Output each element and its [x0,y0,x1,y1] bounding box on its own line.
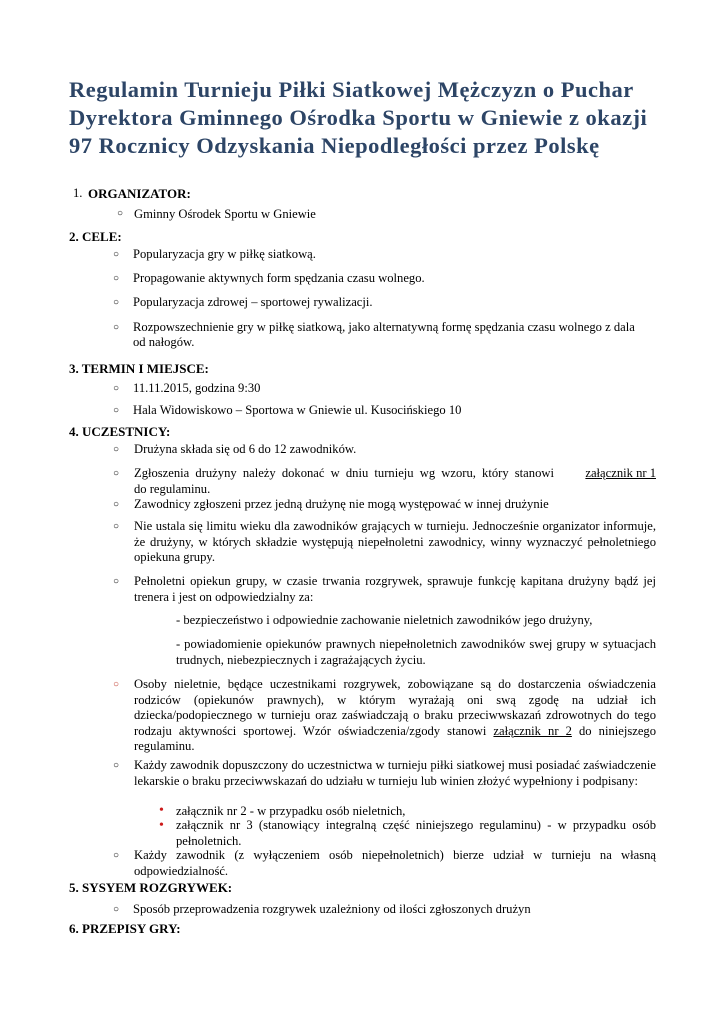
title-line-1: Regulamin Turnieju Piłki Siatkowej Mężczyzn o Puchar [69,77,634,102]
circle-bullet-icon: ○ [113,383,120,394]
list-item: Propagowanie aktywnych form spędzania czasu wolnego. [133,271,425,285]
list-item: Popularyzacja zdrowej – sportowej rywalizacji. [133,295,373,309]
list-item [134,677,656,755]
circle-bullet-icon: ○ [113,521,120,532]
circle-bullet-icon: ○ [113,322,120,333]
attachment-2-link: załącznik nr 2 [493,723,572,738]
red-dot-bullet-icon: • [159,803,164,818]
sub-item: - bezpieczeństwo i odpowiednie zachowanie nieletnich zawodników jego drużyny, [176,613,593,627]
list-item: Każdy zawodnik dopuszczony do uczestnictwa w turnieju piłki siatkowej musi posiadać zaświadczenie lekarskie o braku przeciwwskazań do udziału w turnieju lub winien złożyć wypełniony i podpisany: [134,758,656,788]
circle-bullet-icon: ○ [113,576,120,587]
circle-bullet-icon: ○ [113,499,120,510]
list-item: Nie ustala się limitu wieku dla zawodników grających w turnieju. Jednocześnie organizator informuje, że drużyny, w których składzie występują niepełnoletni zawodnicy, winny wyznaczyć pełnoletniego opiekuna grupy. [134,519,656,564]
circle-bullet-icon: ○ [113,297,120,308]
sub-item: załącznik nr 3 (stanowiący integralną część niniejszego regulaminu) - w przypadku osób pełnoletnich. [176,818,656,848]
list-item: Każdy zawodnik (z wyłączeniem osób niepełnoletnich) bierze udział w turnieju na własną odpowiedzialność. [134,848,656,878]
circle-bullet-icon: ○ [113,249,120,260]
list-item-continuation: od nałogów. [133,335,195,349]
list-item: Hala Widowiskowo – Sportowa w Gniewie ul. Kusocińskiego 10 [133,403,462,417]
title-line-3: 97 Rocznicy Odzyskania Niepodległości przez Polskę [69,133,600,158]
section-1-heading: ORGANIZATOR: [88,186,191,201]
circle-bullet-icon: ○ [113,850,120,861]
circle-bullet-icon: ○ [113,760,120,771]
circle-bullet-icon: ○ [113,468,120,479]
list-item: 11.11.2015, godzina 9:30 [133,381,261,395]
list-item: Rozpowszechnienie gry w piłkę siatkową, jako alternatywną formę spędzania czasu wolnego z dala [133,320,635,334]
section-1-number: 1. [73,186,83,200]
sub-item: załącznik nr 2 - w przypadku osób nieletnich, [176,804,406,818]
circle-bullet-icon: ○ [113,273,120,284]
list-item [134,466,656,497]
section-3-heading: 3. TERMIN I MIEJSCE: [69,361,209,376]
section-6-heading: 6. PRZEPISY GRY: [69,921,181,936]
sub-item: - powiadomienie opiekunów prawnych niepełnoletnich zawodników swej grupy w sytuacjach trudnych, niebezpiecznych i zagrażających życiu. [176,637,656,667]
red-dot-bullet-icon: • [159,818,164,833]
circle-bullet-icon: ○ [113,444,120,455]
page-title [69,76,669,160]
list-item: Popularyzacja gry w piłkę siatkową. [133,247,316,261]
list-item: Sposób przeprowadzenia rozgrywek uzależniony od ilości zgłoszonych drużyn [133,902,531,916]
list-item-text: Zgłoszenia drużyny należy dokonać w dniu turnieju wg wzoru, który stanowi [134,466,554,480]
list-item-continuation: do regulaminu. [134,481,211,496]
section-5-heading: 5. SYSYEM ROZGRYWEK: [69,880,233,895]
section-2-heading: 2. CELE: [69,229,122,244]
circle-bullet-icon: ○ [117,208,124,219]
list-item: Zawodnicy zgłoszeni przez jedną drużynę nie mogą występować w innej drużynie [134,497,549,511]
attachment-1-link: załącznik nr 1 [585,466,656,480]
list-item: Pełnoletni opiekun grupy, w czasie trwania rozgrywek, sprawuje funkcję kapitana drużyny bądź jej trenera i jest on odpowiedzialny za: [134,574,656,604]
title-line-2: Dyrektora Gminnego Ośrodka Sportu w Gniewie z okazji [69,105,648,130]
list-item: Gminny Ośrodek Sportu w Gniewie [134,207,316,221]
circle-bullet-icon: ○ [113,405,120,416]
circle-bullet-icon: ○ [113,679,120,690]
circle-bullet-icon: ○ [113,904,120,915]
section-4-heading: 4. UCZESTNICY: [69,424,171,439]
list-item: Drużyna składa się od 6 do 12 zawodników. [134,442,357,456]
list-item-text: Osoby nieletnie, będące uczestnikami rozgrywek, zobowiązane są do dostarczenia oświadczenia rodziców (opiekunów prawnych), w którym wyrażają oni swą zgodę na udział ich dziecka/podopiecznego w turnieju oraz zaświadczają o braku przeciwwskazań zdrowotnych do tego rodzaju aktywności sportowej. Wzór oświadczenia/zgody stanowi [134,677,656,738]
list-item-text-end: do niniejszego regulaminu. [134,723,657,753]
